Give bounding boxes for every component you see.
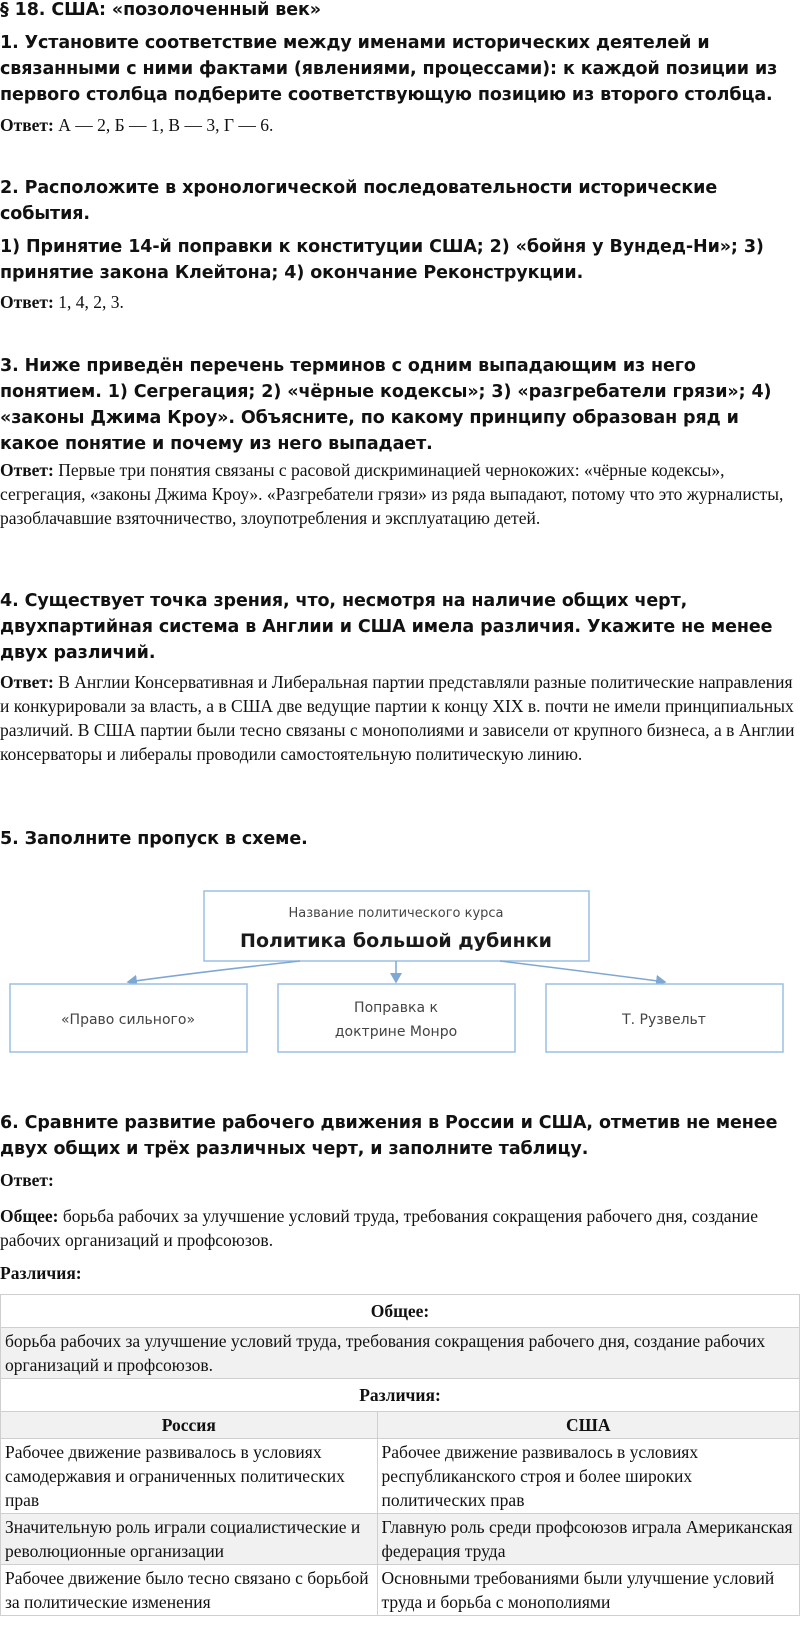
comparison-table (0, 1294, 800, 1616)
scheme-top-caption: Название политического курса (288, 906, 504, 921)
answer-6-label (0, 1168, 798, 1192)
table-row (1, 1379, 800, 1412)
table-common-cell: борьба рабочих за улучшение условий труда, требования сокращения рабочего дня, создание рабочих организаций и профсоюзов. (1, 1328, 800, 1379)
answer-6-diff (0, 1261, 798, 1285)
table-cell-usa: Главную роль среди профсоюзов играла Американская федерация труда (377, 1514, 799, 1565)
common-text: борьба рабочих за улучшение условий труда, требования сокращения рабочего дня, создание рабочих организаций и профсоюзов. (0, 1206, 758, 1250)
answer-3 (0, 458, 798, 530)
answer-label: Ответ: (0, 1170, 54, 1190)
question-2-items: 1) Принятие 14-й поправки к конституции США; 2) «бойня у Вундед-Ни»; 3) принятие закона Клейтона; 4) окончание Реконструкции. (0, 237, 764, 283)
answer-2-text: 1, 4, 2, 3. (58, 292, 124, 312)
section-heading: § 18. США: «позолоченный век» (0, 0, 321, 20)
answer-6-common (0, 1204, 798, 1252)
answer-1 (0, 113, 798, 137)
question-1: 1. Установите соответствие между именами исторических деятелей и связанными с ними фактами (явлениями, процессами): к каждой позиции из первого столбца подберите соответствующую позицию из второго столбца. (0, 33, 778, 105)
table-row (1, 1565, 800, 1616)
answer-label: Ответ: (0, 460, 54, 480)
scheme-box-1-text: «Право сильного» (60, 1012, 196, 1028)
question-4: 4. Существует точка зрения, что, несмотря на наличие общих черт, двухпартийная система в Англии и США имела различия. Укажите не менее двух различий. (0, 591, 773, 663)
table-row (1, 1514, 800, 1565)
table-row (1, 1412, 800, 1439)
table-row (1, 1328, 800, 1379)
table-cell-russia: Значительную роль играли социалистические и революционные организации (1, 1514, 378, 1565)
scheme-arrow-right (500, 961, 665, 982)
scheme-box-3-text: Т. Рузвельт (622, 1012, 706, 1028)
answer-4-text: В Англии Консервативная и Либеральная партии представляли разные политические направления и конкурировали за власть, а в США две ведущие партии к концу XIX в. почти не имели принципиальных различий. В США партии были тесно связаны с монополиями и зависели от крупного бизнеса, а в Англии консерваторы и либералы проводили самостоятельную политическую линию. (0, 672, 795, 764)
scheme-box-2-line-1: Поправка к (354, 1000, 438, 1016)
scheme-top-title: Политика большой дубинки (240, 930, 552, 952)
scheme-box-2 (278, 984, 515, 1052)
scheme-diagram (0, 884, 800, 1084)
answer-2 (0, 290, 798, 314)
question-2: 2. Расположите в хронологической последовательности исторические события. (0, 178, 718, 224)
table-cell-usa: Основными требованиями были улучшение условий труда и борьба с монополиями (377, 1565, 799, 1616)
answer-label: Ответ: (0, 115, 54, 135)
scheme-box-2-line-2: доктрине Монро (334, 1024, 458, 1040)
question-3: 3. Ниже приведён перечень терминов с одним выпадающим из него понятием. 1) Сегрегация; 2) «чёрные кодексы»; 3) «разгребатели грязи»; 4) «законы Джима Кроу». Объясните, по какому принципу образован ряд и какое понятие и почему из него выпадает. (0, 356, 772, 454)
question-5: 5. Заполните пропуск в схеме. (0, 829, 308, 849)
answer-label: Ответ: (0, 292, 54, 312)
answer-1-text: А — 2, Б — 1, В — 3, Г — 6. (58, 115, 274, 135)
question-6: 6. Сравните развитие рабочего движения в России и США, отметив не менее двух общих и трёх различных черт, и заполните таблицу. (0, 1113, 778, 1159)
differences-label: Различия: (0, 1263, 82, 1283)
answer-3-text: Первые три понятия связаны с расовой дискриминацией чернокожих: «чёрные кодексы», сегрегация, «законы Джима Кроу». «Разгребатели грязи» из ряда выпадают, потому что это журналисты, разоблачавшие взяточничество, злоупотребления и эксплуатацию детей. (0, 460, 784, 528)
answer-4 (0, 670, 798, 766)
scheme-arrow-left (128, 961, 300, 982)
table-cell-russia: Рабочее движение было тесно связано с борьбой за политические изменения (1, 1565, 378, 1616)
table-col-usa: США (377, 1412, 799, 1439)
table-cell-russia: Рабочее движение развивалось в условиях самодержавия и ограниченных политических прав (1, 1439, 378, 1514)
table-diff-header: Различия: (1, 1379, 800, 1412)
table-common-header: Общее: (1, 1295, 800, 1328)
table-row (1, 1439, 800, 1514)
table-cell-usa: Рабочее движение развивалось в условиях республиканского строя и более широких политических прав (377, 1439, 799, 1514)
common-label: Общее: (0, 1206, 59, 1226)
answer-label: Ответ: (0, 672, 54, 692)
table-row (1, 1295, 800, 1328)
table-col-russia: Россия (1, 1412, 378, 1439)
